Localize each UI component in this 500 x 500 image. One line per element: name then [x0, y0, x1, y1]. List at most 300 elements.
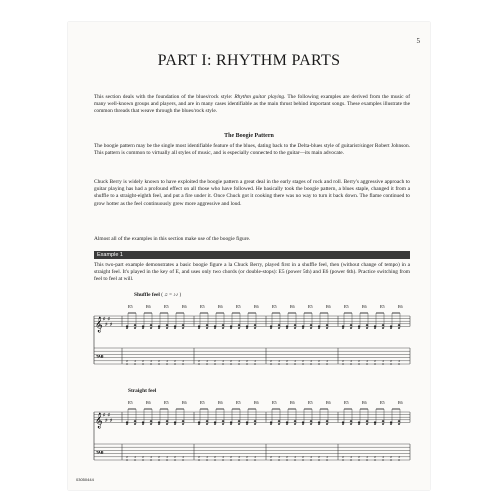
tab-fret-number: 0: [286, 458, 288, 463]
tab-fret-number: 0: [142, 458, 144, 463]
note-head: [398, 420, 400, 422]
tab-fret-number: 2: [270, 455, 272, 459]
tab-fret-number: 0: [238, 458, 240, 463]
note-head: [134, 324, 136, 326]
tab-fret-number: 2: [342, 455, 344, 459]
tab-fret-number: 2: [318, 455, 320, 459]
key-sharp-icon: ♯: [109, 417, 113, 423]
note-head: [166, 324, 168, 326]
note-head: [382, 423, 384, 425]
note-head: [206, 327, 208, 329]
tab-fret-number: 2: [198, 359, 200, 363]
straight-notation-system: [94, 400, 410, 480]
note-head: [174, 327, 176, 329]
note-head: [230, 421, 232, 423]
tab-fret-number: 2: [230, 455, 232, 459]
note-head: [374, 327, 376, 329]
tab-fret-number: 0: [198, 458, 200, 463]
tab-fret-number: 4: [310, 359, 312, 363]
note-head: [318, 421, 320, 423]
note-head: [302, 423, 304, 425]
note-head: [198, 327, 200, 329]
tab-fret-number: 2: [302, 455, 304, 459]
chord-symbol: E6: [326, 400, 331, 405]
tab-fret-number: 2: [126, 359, 128, 363]
note-head: [166, 423, 168, 425]
tab-fret-number: 0: [182, 362, 184, 367]
tab-fret-number: 4: [294, 359, 296, 363]
chord-symbol: E5: [128, 304, 133, 309]
tab-fret-number: 2: [126, 455, 128, 459]
page-number: 5: [416, 37, 420, 45]
tab-fret-number: 2: [286, 359, 288, 363]
note-head: [390, 423, 392, 425]
note-head: [350, 327, 352, 329]
tab-fret-number: 0: [142, 362, 144, 367]
note-head: [302, 327, 304, 329]
example-description: This two-part example demonstrates a basic boogie figure a la Chuck Berry, played first in a shuffle feel, then (without change of tempo) in a straight feel. It's played in the key of E, and uses only two chords (or double-stops): E5 (power 5th) and E6 (power 6th). Practice switching from feel to feel at will.: [94, 262, 410, 283]
chord-symbol: E6: [290, 304, 295, 309]
key-sharp-icon: ♯: [105, 321, 108, 327]
note-head: [174, 423, 176, 425]
note-head: [150, 423, 152, 425]
tab-fret-number: 0: [382, 362, 384, 367]
note-head: [302, 325, 304, 327]
tab-fret-number: 0: [286, 362, 288, 367]
tab-fret-number: 0: [374, 458, 376, 463]
tab-fret-number: 0: [134, 362, 136, 367]
note-head: [246, 325, 248, 327]
tab-fret-number: 0: [254, 362, 256, 367]
note-head: [270, 421, 272, 423]
tab-fret-number: 2: [390, 359, 392, 363]
tab-fret-number: 0: [366, 458, 368, 463]
tab-fret-number: 0: [318, 458, 320, 463]
tab-fret-number: 4: [398, 455, 400, 459]
tab-fret-number: 0: [126, 458, 128, 463]
shuffle-notation-system: [94, 304, 410, 384]
note-head: [238, 327, 240, 329]
tab-fret-number: 4: [206, 359, 208, 363]
tab-fret-number: 4: [294, 455, 296, 459]
tab-fret-number: 2: [158, 455, 160, 459]
tab-fret-number: 0: [230, 362, 232, 367]
tab-fret-number: 4: [382, 359, 384, 363]
chord-symbol: E5: [380, 400, 385, 405]
note-head: [166, 327, 168, 329]
tab-fret-number: 4: [366, 455, 368, 459]
note-head: [182, 420, 184, 422]
tab-fret-number: 0: [350, 362, 352, 367]
section-subhead: The Boogie Pattern: [224, 133, 274, 139]
tab-fret-number: 2: [374, 455, 376, 459]
tab-fret-number: 2: [158, 359, 160, 363]
tab-fret-number: 2: [390, 455, 392, 459]
note-head: [358, 327, 360, 329]
tab-fret-number: 0: [278, 362, 280, 367]
note-head: [134, 327, 136, 329]
chord-symbol: E6: [218, 304, 223, 309]
key-sharp-icon: ♯: [107, 412, 110, 418]
tab-fret-number: 4: [150, 359, 152, 363]
note-head: [214, 421, 216, 423]
note-head: [126, 421, 128, 423]
note-head: [230, 327, 232, 329]
chuck-berry-paragraph: Chuck Berry is widely known to have exploited the boogie pattern a great deal in the early stages of rock and roll. Berry's aggressive approach to guitar playing has had a profound effect on all those who have followed. He basically took the boogie pattern, a blues staple, changed it from a shuffle to a straight-eighth feel, and put a fire under it. Once Chuck got it cooking there was no way to turn it back down. The flame continued to grow hotter as the feel continuously grew more aggressive and loud.: [94, 179, 410, 207]
tab-fret-number: 2: [302, 359, 304, 363]
tab-fret-number: 0: [270, 362, 272, 367]
note-head: [350, 423, 352, 425]
chord-symbol: E6: [182, 304, 187, 309]
tab-fret-number: 2: [270, 359, 272, 363]
tab-fret-number: 4: [206, 455, 208, 459]
tab-fret-number: 0: [358, 458, 360, 463]
tab-fret-number: 0: [326, 458, 328, 463]
note-head: [150, 327, 152, 329]
note-head: [142, 423, 144, 425]
note-head: [246, 423, 248, 425]
tab-fret-number: 4: [150, 455, 152, 459]
note-head: [390, 325, 392, 327]
note-head: [294, 423, 296, 425]
tab-fret-number: 4: [222, 455, 224, 459]
note-head: [158, 325, 160, 327]
chord-symbol: E5: [272, 400, 277, 405]
tab-fret-number: 2: [246, 455, 248, 459]
book-page: [68, 22, 430, 490]
note-head: [326, 324, 328, 326]
tab-fret-number: 0: [150, 458, 152, 463]
note-head: [382, 420, 384, 422]
note-head: [126, 423, 128, 425]
note-head: [350, 324, 352, 326]
note-head: [398, 423, 400, 425]
key-sharp-icon: ♯: [103, 412, 106, 418]
tab-fret-number: 0: [214, 362, 216, 367]
note-head: [134, 420, 136, 422]
note-head: [318, 325, 320, 327]
chord-symbol: E5: [344, 400, 349, 405]
note-head: [174, 325, 176, 327]
tab-fret-number: 0: [166, 362, 168, 367]
note-head: [374, 325, 376, 327]
tab-fret-number: 4: [134, 359, 136, 363]
tab-fret-number: 4: [398, 359, 400, 363]
chord-symbol: E6: [326, 304, 331, 309]
chord-symbol: E6: [398, 400, 403, 405]
tab-fret-number: 0: [398, 362, 400, 367]
treble-clef-icon: 𝄞: [95, 317, 103, 333]
note-head: [278, 423, 280, 425]
tab-fret-number: 2: [142, 455, 144, 459]
note-head: [398, 324, 400, 326]
tab-fret-number: 2: [142, 359, 144, 363]
tab-fret-number: 2: [246, 359, 248, 363]
note-head: [142, 421, 144, 423]
note-head: [158, 423, 160, 425]
note-head: [390, 327, 392, 329]
note-head: [318, 327, 320, 329]
intro-text: This section deals with the foundation of the blues/rock style: Rhythm guitar playing. The following examples are derived from the music of many well-known groups and players, and are in many cases identifiable as the main thrust behind important songs. These examples illustrate the common threads that weave through the blues/rock style.: [94, 94, 410, 115]
tab-fret-number: 2: [214, 359, 216, 363]
note-head: [230, 423, 232, 425]
note-head: [158, 421, 160, 423]
tab-fret-number: 2: [174, 455, 176, 459]
note-head: [182, 327, 184, 329]
tab-fret-number: 0: [254, 458, 256, 463]
chord-symbol: E6: [362, 400, 367, 405]
note-head: [230, 325, 232, 327]
chord-symbol: E6: [218, 400, 223, 405]
tab-fret-number: 4: [222, 359, 224, 363]
tab-fret-number: 4: [134, 455, 136, 459]
chord-symbol: E6: [362, 304, 367, 309]
note-head: [366, 324, 368, 326]
note-head: [374, 421, 376, 423]
note-head: [222, 423, 224, 425]
tab-fret-number: 0: [166, 458, 168, 463]
note-head: [382, 327, 384, 329]
chord-symbol: E6: [146, 304, 151, 309]
note-head: [366, 423, 368, 425]
tab-fret-number: 4: [278, 359, 280, 363]
note-head: [222, 324, 224, 326]
note-head: [150, 420, 152, 422]
boogie-paragraph: The boogie pattern may be the single most identifiable feature of the blues, dating back to the Delta-blues style of guitarist/singer Robert Johnson. This pattern is common to virtually all styles of music, and is especially connected to the guitar—its main advocate.: [94, 143, 410, 157]
note-head: [366, 420, 368, 422]
note-head: [198, 423, 200, 425]
note-head: [286, 327, 288, 329]
tab-fret-number: 2: [342, 359, 344, 363]
note-head: [142, 325, 144, 327]
tab-fret-number: 4: [350, 359, 352, 363]
chord-symbol: E5: [344, 304, 349, 309]
example-header-bar: Example 1: [94, 251, 410, 259]
chord-symbol: E5: [308, 304, 313, 309]
note-head: [134, 423, 136, 425]
tab-fret-number: 4: [254, 359, 256, 363]
tab-fret-number: 4: [326, 455, 328, 459]
tab-fret-number: 4: [382, 455, 384, 459]
note-head: [126, 327, 128, 329]
note-head: [222, 327, 224, 329]
note-head: [286, 325, 288, 327]
note-head: [374, 423, 376, 425]
tab-fret-number: 2: [174, 359, 176, 363]
tab-fret-number: 0: [342, 458, 344, 463]
tab-fret-number: 0: [222, 362, 224, 367]
note-head: [350, 420, 352, 422]
note-head: [398, 327, 400, 329]
note-head: [206, 420, 208, 422]
note-head: [278, 324, 280, 326]
note-head: [182, 324, 184, 326]
tab-fret-number: 2: [374, 359, 376, 363]
note-head: [366, 327, 368, 329]
chord-symbol: E6: [146, 400, 151, 405]
note-head: [214, 423, 216, 425]
chord-symbol: E6: [254, 304, 259, 309]
tab-clef-label: TAB: [96, 450, 104, 455]
note-head: [198, 325, 200, 327]
tab-fret-number: 0: [366, 362, 368, 367]
tab-fret-number: 2: [214, 455, 216, 459]
chord-symbol: E5: [200, 304, 205, 309]
tab-fret-number: 2: [198, 455, 200, 459]
note-head: [358, 421, 360, 423]
tab-fret-number: 0: [246, 458, 248, 463]
note-head: [326, 423, 328, 425]
note-head: [310, 423, 312, 425]
note-head: [158, 327, 160, 329]
chord-symbol: E6: [290, 400, 295, 405]
tab-fret-number: 0: [222, 458, 224, 463]
straight-feel-label: Straight feel: [128, 388, 157, 394]
note-head: [254, 420, 256, 422]
note-head: [294, 327, 296, 329]
tab-clef-label: TAB: [96, 354, 104, 359]
tab-fret-number: 0: [382, 458, 384, 463]
chord-symbol: E5: [236, 400, 241, 405]
tab-fret-number: 0: [246, 362, 248, 367]
note-head: [294, 420, 296, 422]
tab-fret-number: 0: [294, 458, 296, 463]
tab-fret-number: 4: [278, 455, 280, 459]
tab-fret-number: 0: [206, 362, 208, 367]
treble-clef-icon: 𝄞: [95, 413, 103, 429]
note-head: [206, 324, 208, 326]
note-head: [198, 421, 200, 423]
note-head: [246, 421, 248, 423]
tab-fret-number: 0: [374, 362, 376, 367]
note-head: [150, 324, 152, 326]
note-head: [294, 324, 296, 326]
note-head: [254, 327, 256, 329]
note-head: [342, 421, 344, 423]
note-head: [342, 327, 344, 329]
tab-fret-number: 0: [398, 458, 400, 463]
tab-fret-number: 4: [182, 455, 184, 459]
note-head: [310, 420, 312, 422]
tab-fret-number: 0: [134, 458, 136, 463]
note-head: [166, 420, 168, 422]
tab-fret-number: 4: [166, 455, 168, 459]
tab-fret-number: 4: [166, 359, 168, 363]
note-head: [214, 325, 216, 327]
tab-fret-number: 0: [302, 458, 304, 463]
note-head: [238, 324, 240, 326]
intro-italic-phrase: Rhythm guitar playing.: [234, 94, 286, 100]
tab-fret-number: 0: [158, 362, 160, 367]
note-head: [214, 327, 216, 329]
tab-fret-number: 4: [350, 455, 352, 459]
note-head: [342, 423, 344, 425]
note-head: [238, 423, 240, 425]
tab-fret-number: 4: [366, 359, 368, 363]
tab-fret-number: 0: [342, 362, 344, 367]
note-head: [246, 327, 248, 329]
tab-fret-number: 0: [270, 458, 272, 463]
tab-fret-number: 2: [286, 455, 288, 459]
tab-fret-number: 4: [326, 359, 328, 363]
tab-fret-number: 0: [230, 458, 232, 463]
chord-symbol: E5: [128, 400, 133, 405]
note-head: [382, 324, 384, 326]
chord-symbol: E5: [164, 400, 169, 405]
note-head: [318, 423, 320, 425]
chord-symbol: E5: [164, 304, 169, 309]
tab-fret-number: 4: [182, 359, 184, 363]
tab-fret-number: 0: [390, 458, 392, 463]
note-head: [254, 324, 256, 326]
tab-fret-number: 0: [310, 362, 312, 367]
note-head: [278, 327, 280, 329]
chord-symbol: E5: [236, 304, 241, 309]
tab-fret-number: 0: [150, 362, 152, 367]
note-head: [222, 420, 224, 422]
note-head: [342, 325, 344, 327]
tab-fret-number: 0: [126, 362, 128, 367]
tab-fret-number: 0: [318, 362, 320, 367]
note-head: [302, 421, 304, 423]
tab-fret-number: 2: [358, 455, 360, 459]
note-head: [390, 421, 392, 423]
key-sharp-icon: ♯: [107, 316, 110, 322]
tab-fret-number: 0: [174, 458, 176, 463]
tab-fret-number: 4: [254, 455, 256, 459]
tab-fret-number: 0: [326, 362, 328, 367]
note-head: [358, 423, 360, 425]
note-head: [254, 423, 256, 425]
chord-symbol: E6: [182, 400, 187, 405]
tab-fret-number: 0: [182, 458, 184, 463]
tab-fret-number: 0: [198, 362, 200, 367]
note-head: [310, 327, 312, 329]
tab-fret-number: 2: [358, 359, 360, 363]
note-head: [326, 420, 328, 422]
note-head: [238, 420, 240, 422]
tab-fret-number: 0: [350, 458, 352, 463]
note-head: [270, 325, 272, 327]
note-head: [270, 327, 272, 329]
chord-symbol: E6: [398, 304, 403, 309]
tab-fret-number: 0: [302, 362, 304, 367]
note-head: [286, 421, 288, 423]
key-sharp-icon: ♯: [109, 321, 113, 327]
note-head: [206, 423, 208, 425]
note-head: [126, 325, 128, 327]
chord-symbol: E5: [380, 304, 385, 309]
chord-symbol: E5: [272, 304, 277, 309]
chord-symbol: E5: [200, 400, 205, 405]
tab-fret-number: 0: [206, 458, 208, 463]
note-head: [286, 423, 288, 425]
tab-fret-number: 0: [294, 362, 296, 367]
tab-fret-number: 0: [310, 458, 312, 463]
page-title: PART I: RHYTHM PARTS: [157, 52, 341, 69]
tab-fret-number: 0: [390, 362, 392, 367]
intro-paragraph: [94, 94, 410, 116]
key-sharp-icon: ♯: [105, 417, 108, 423]
boogie-figure-note: Almost all of the examples in this section make use of the boogie figure.: [94, 236, 251, 242]
key-sharp-icon: ♯: [103, 316, 106, 322]
tab-fret-number: 4: [238, 455, 240, 459]
tab-fret-number: 0: [214, 458, 216, 463]
note-head: [358, 325, 360, 327]
chord-symbol: E6: [254, 400, 259, 405]
note-head: [310, 324, 312, 326]
note-head: [270, 423, 272, 425]
